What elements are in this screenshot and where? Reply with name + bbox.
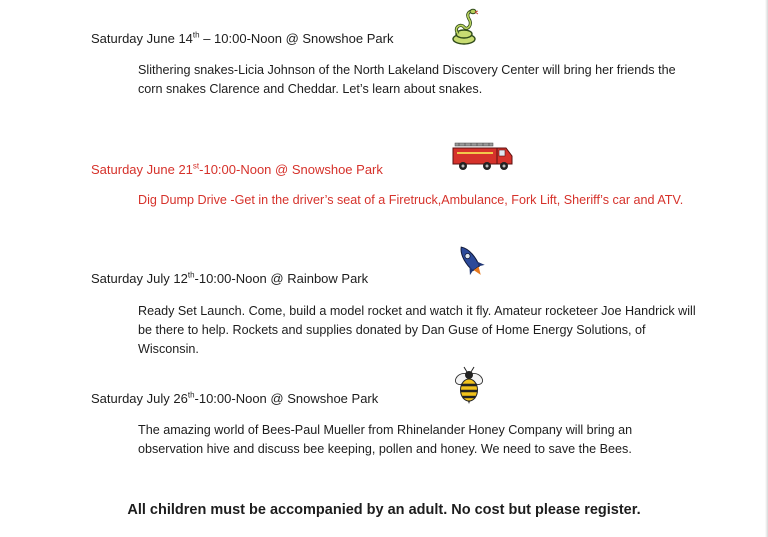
rocket-icon	[453, 242, 489, 280]
event-4-time-place: -10:00-Noon @ Snowshoe Park	[194, 391, 379, 406]
footer-notice: All children must be accompanied by an adult. No cost but please register.	[127, 502, 641, 518]
event-3-heading	[91, 271, 368, 286]
event-2-description: Dig Dump Drive -Get in the driver’s seat of a Firetruck,Ambulance, Fork Lift, Sheriff’s car and ATV.	[138, 193, 684, 207]
event-1-date: Saturday June 14	[91, 31, 193, 46]
event-1-time-place: – 10:00-Noon @ Snowshoe Park	[199, 31, 394, 46]
event-2-ordinal: st	[192, 161, 200, 171]
event-3-description: Ready Set Launch. Come, build a model rocket and watch it fly. Amateur rocketeer Joe Handrick will be there to help. Rockets and supplies donated by Dan Guse of Home Energy Solutions, of Wisconsin.	[138, 304, 696, 356]
event-1-heading	[91, 31, 393, 46]
firetruck-icon	[451, 140, 515, 172]
event-2-heading	[91, 162, 383, 177]
event-2-date: Saturday June 21	[91, 162, 193, 177]
event-4-description: The amazing world of Bees-Paul Mueller from Rhinelander Honey Company will bring an observation hive and discuss bee keeping, pollen and honey. We need to save the Bees.	[138, 423, 633, 456]
bee-icon	[452, 366, 486, 404]
event-4-ordinal: th	[187, 390, 195, 400]
event-4-heading	[91, 391, 378, 406]
event-1-description: Slithering snakes-Licia Johnson of the North Lakeland Discovery Center will bring her friends the corn snakes Clarence and Cheddar. Let’s learn about snakes.	[138, 63, 676, 96]
event-3-ordinal: th	[187, 270, 195, 280]
event-3-time-place: -10:00-Noon @ Rainbow Park	[194, 271, 369, 286]
event-2-time-place: -10:00-Noon @ Snowshoe Park	[199, 162, 383, 177]
event-1-ordinal: th	[192, 30, 200, 40]
event-3-date: Saturday July 12	[91, 271, 188, 286]
snake-icon	[449, 8, 479, 46]
event-4-date: Saturday July 26	[91, 391, 188, 406]
